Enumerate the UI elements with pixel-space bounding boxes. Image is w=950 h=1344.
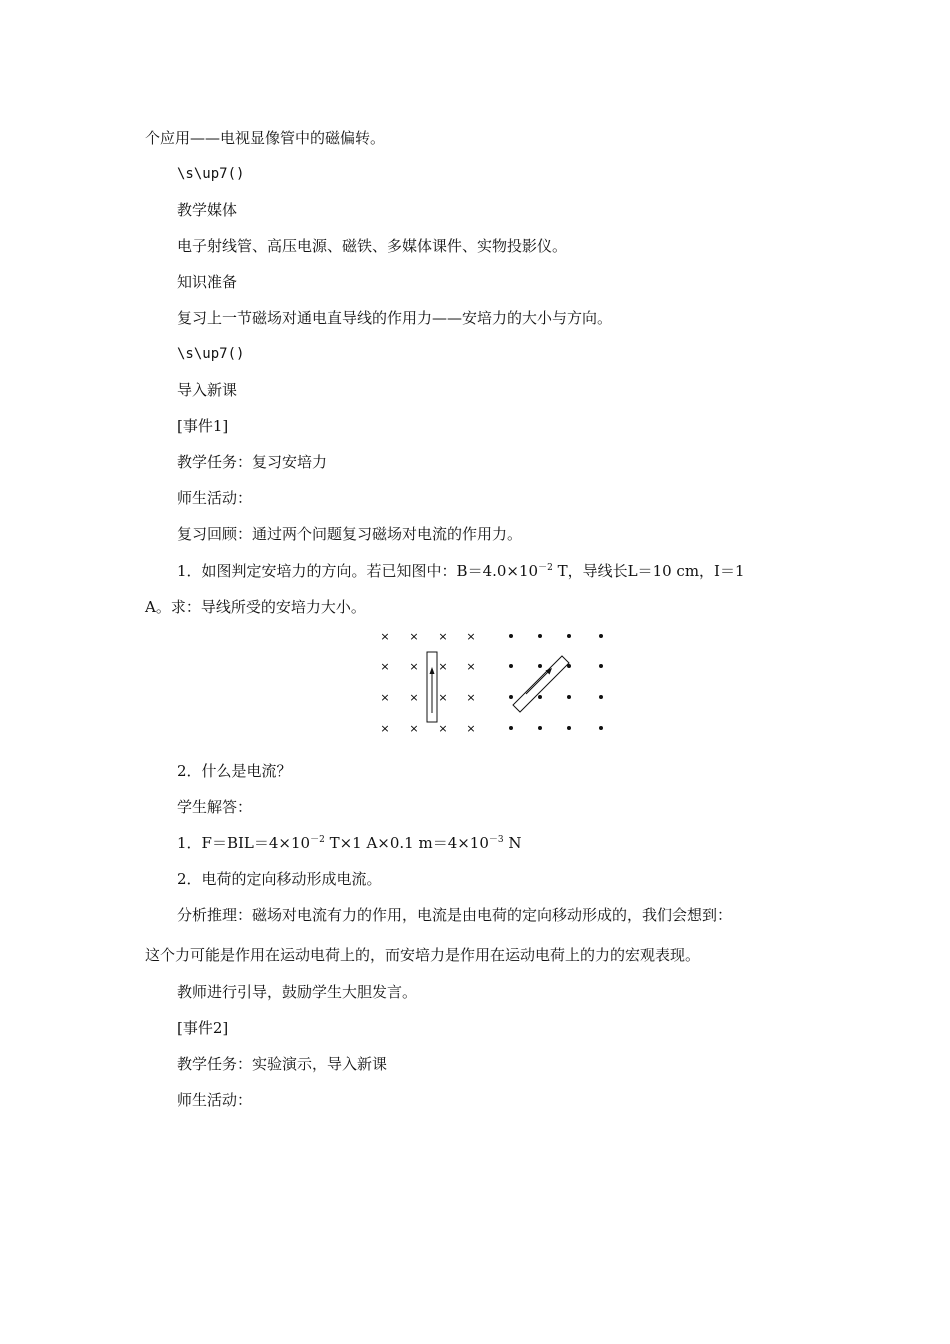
field-dot-mark xyxy=(538,664,542,668)
question-2: 2．什么是电流？ xyxy=(177,762,292,780)
line-24: 师生活动： xyxy=(177,1091,253,1109)
field-dot-mark xyxy=(509,634,513,638)
q1-pre: 1．如图判定安培力的方向。若已知图中：B＝4.0×10 xyxy=(177,562,539,580)
line-10: 教学任务：复习安培力 xyxy=(177,453,328,471)
line-1: 个应用——电视显像管中的磁偏转。 xyxy=(145,129,386,147)
line-20: 这个力可能是作用在运动电荷上的，而安培力是作用在运动电荷上的力的宏观表现。 xyxy=(145,946,701,964)
answer-1-line xyxy=(177,833,522,853)
field-dot-mark xyxy=(538,695,542,699)
a1-mid: T×1 A×0.1 m＝4×10 xyxy=(324,834,489,852)
field-cross-mark: × xyxy=(438,691,448,704)
a1-post: N xyxy=(503,834,522,852)
field-dot-mark xyxy=(567,695,571,699)
field-dot-mark xyxy=(509,695,513,699)
field-dot-mark xyxy=(538,726,542,730)
field-cross-mark: × xyxy=(438,630,448,643)
line-6: 复习上一节磁场对通电直导线的作用力——安培力的大小与方向。 xyxy=(177,309,613,327)
field-dot-mark xyxy=(599,634,603,638)
field-cross-mark: × xyxy=(380,722,390,735)
event-label: [事件1] xyxy=(177,417,229,435)
field-cross-mark: × xyxy=(380,691,390,704)
line-11: 师生活动： xyxy=(177,489,253,507)
field-dot-mark xyxy=(599,726,603,730)
line-7: \s\up7() xyxy=(177,346,245,362)
q1-exp: －2 xyxy=(538,563,553,573)
line-16: 学生解答： xyxy=(177,798,253,816)
vertical-wire xyxy=(427,652,437,722)
a1-exp: －2 xyxy=(310,835,325,845)
field-cross-mark: × xyxy=(409,722,419,735)
line-23: 教学任务：实验演示，导入新课 xyxy=(177,1055,388,1073)
question-1-line xyxy=(177,561,745,581)
field-cross-mark: × xyxy=(466,722,476,735)
line-19: 分析推理：磁场对电流有力的作用，电流是由电荷的定向移动形成的，我们会想到： xyxy=(177,906,733,924)
magnetic-field-figure xyxy=(370,625,620,740)
a1-pre: 1．F＝BIL＝4×10 xyxy=(177,834,311,852)
field-dot-mark xyxy=(599,664,603,668)
field-dot-mark xyxy=(509,664,513,668)
field-dot-mark xyxy=(599,695,603,699)
event-label: [事件2] xyxy=(177,1019,229,1037)
answer-2: 2．电荷的定向移动形成电流。 xyxy=(177,870,382,888)
field-cross-mark: × xyxy=(409,630,419,643)
line-4: 电子射线管、高压电源、磁铁、多媒体课件、实物投影仪。 xyxy=(177,237,568,255)
field-cross-mark: × xyxy=(466,691,476,704)
field-cross-mark: × xyxy=(438,722,448,735)
field-dot-mark xyxy=(567,726,571,730)
section-heading: 导入新课 xyxy=(177,381,238,399)
field-cross-mark: × xyxy=(380,630,390,643)
field-cross-mark: × xyxy=(409,660,419,673)
line-21: 教师进行引导，鼓励学生大胆发言。 xyxy=(177,983,418,1001)
field-dot-mark xyxy=(538,634,542,638)
field-dot-mark xyxy=(567,634,571,638)
line-2: \s\up7() xyxy=(177,166,245,182)
a1-exp2: －3 xyxy=(488,835,504,845)
field-cross-mark: × xyxy=(409,691,419,704)
field-dot-mark xyxy=(509,726,513,730)
line-12: 复习回顾：通过两个问题复习磁场对电流的作用力。 xyxy=(177,525,523,543)
section-heading: 教学媒体 xyxy=(177,201,238,219)
q1-post: T，导线长L＝10 cm，I＝1 xyxy=(552,562,745,580)
field-out-of-page xyxy=(509,634,603,730)
field-cross-mark: × xyxy=(466,630,476,643)
field-cross-mark: × xyxy=(466,660,476,673)
field-cross-mark: × xyxy=(438,660,448,673)
section-heading: 知识准备 xyxy=(177,273,238,291)
field-cross-mark: × xyxy=(380,660,390,673)
line-14: A。求：导线所受的安培力大小。 xyxy=(145,598,366,616)
